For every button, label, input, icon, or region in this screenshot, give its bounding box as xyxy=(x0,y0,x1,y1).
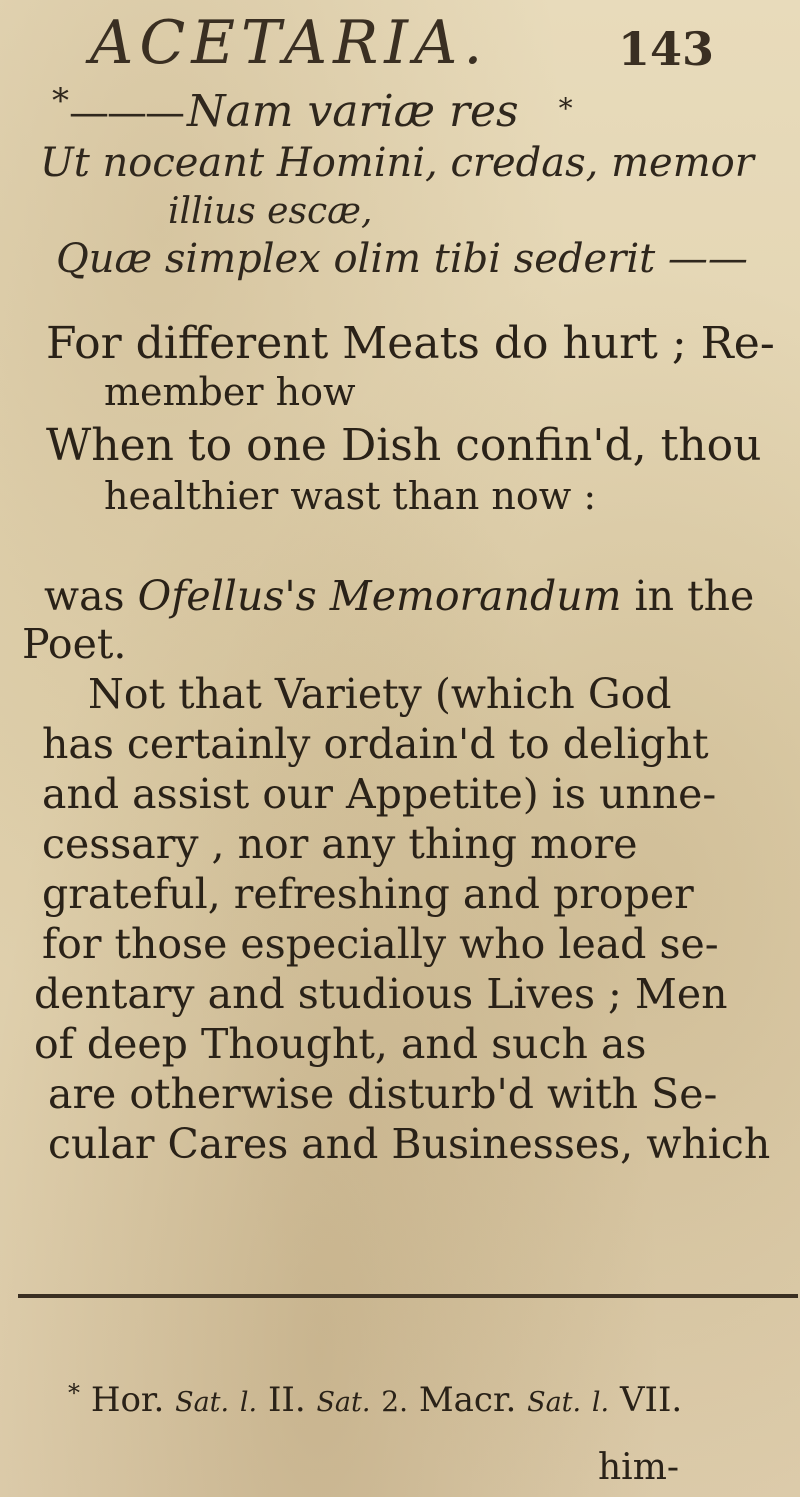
translation-line-4: healthier wast than now : xyxy=(104,474,597,518)
translation-line-2: member how xyxy=(104,370,356,414)
verse-asterisk: * xyxy=(52,81,69,121)
verse-text-1: Nam variæ res xyxy=(187,86,519,137)
verse-line-4: Quæ simplex olim tibi sederit —— xyxy=(56,236,748,282)
paragraph-line-12: cular Cares and Businesses, which xyxy=(48,1120,771,1168)
footnote-sat-2: Sat. xyxy=(316,1387,371,1418)
paragraph-line-6: cessary , nor any thing more xyxy=(42,820,638,868)
paragraph-line-9: dentary and studious Lives ; Men xyxy=(34,970,728,1018)
paragraph-line-4: has certainly ordain'd to delight xyxy=(42,720,709,768)
paragraph-line-5: and assist our Appetite) is unne- xyxy=(42,770,717,818)
footnote-num-2: 2. xyxy=(381,1385,408,1418)
paragraph-suffix: in the xyxy=(634,572,755,620)
footnote-sat-3: Sat. xyxy=(527,1387,582,1418)
footnote-l-1: l. xyxy=(239,1387,258,1418)
paragraph-line-1 xyxy=(44,572,754,620)
footnote-num-1: II. xyxy=(267,1380,306,1420)
memorandum-reference: Ofellus's Memorandum xyxy=(137,572,622,620)
paragraph-line-10: of deep Thought, and such as xyxy=(34,1020,647,1068)
footnote-l-2: l. xyxy=(591,1387,610,1418)
paragraph-line-2: Poet. xyxy=(22,620,127,668)
verse-line-2: Ut noceant Homini, credas, memor xyxy=(40,140,754,186)
verse-dash: ——— xyxy=(69,90,183,136)
verse-line-3: illius escæ, xyxy=(168,191,373,232)
footnote-num-3: VII. xyxy=(619,1380,683,1420)
paragraph-line-7: grateful, refreshing and proper xyxy=(42,870,694,918)
translation-line-3: When to one Dish confin'd, thou xyxy=(46,420,762,471)
footnote-sat-1: Sat. xyxy=(175,1387,230,1418)
verse-line-1 xyxy=(52,81,573,137)
paragraph-line-8: for those especially who lead se- xyxy=(42,920,719,968)
footnote-rule xyxy=(18,1294,798,1298)
footnote xyxy=(68,1380,682,1420)
paragraph-line-3: Not that Variety (which God xyxy=(88,670,672,718)
running-head: ACETARIA. xyxy=(90,8,489,78)
footnote-macr: Macr. xyxy=(418,1380,517,1420)
page-number: 143 xyxy=(618,22,715,76)
paragraph-prefix: was xyxy=(44,572,125,620)
footnote-mark: * xyxy=(68,1379,80,1407)
paragraph-line-11: are otherwise disturb'd with Se- xyxy=(48,1070,718,1118)
translation-line-1: For different Meats do hurt ; Re- xyxy=(46,318,775,369)
catchword: him- xyxy=(598,1447,679,1488)
verse-star: * xyxy=(558,92,573,125)
footnote-hor: Hor. xyxy=(90,1380,165,1420)
